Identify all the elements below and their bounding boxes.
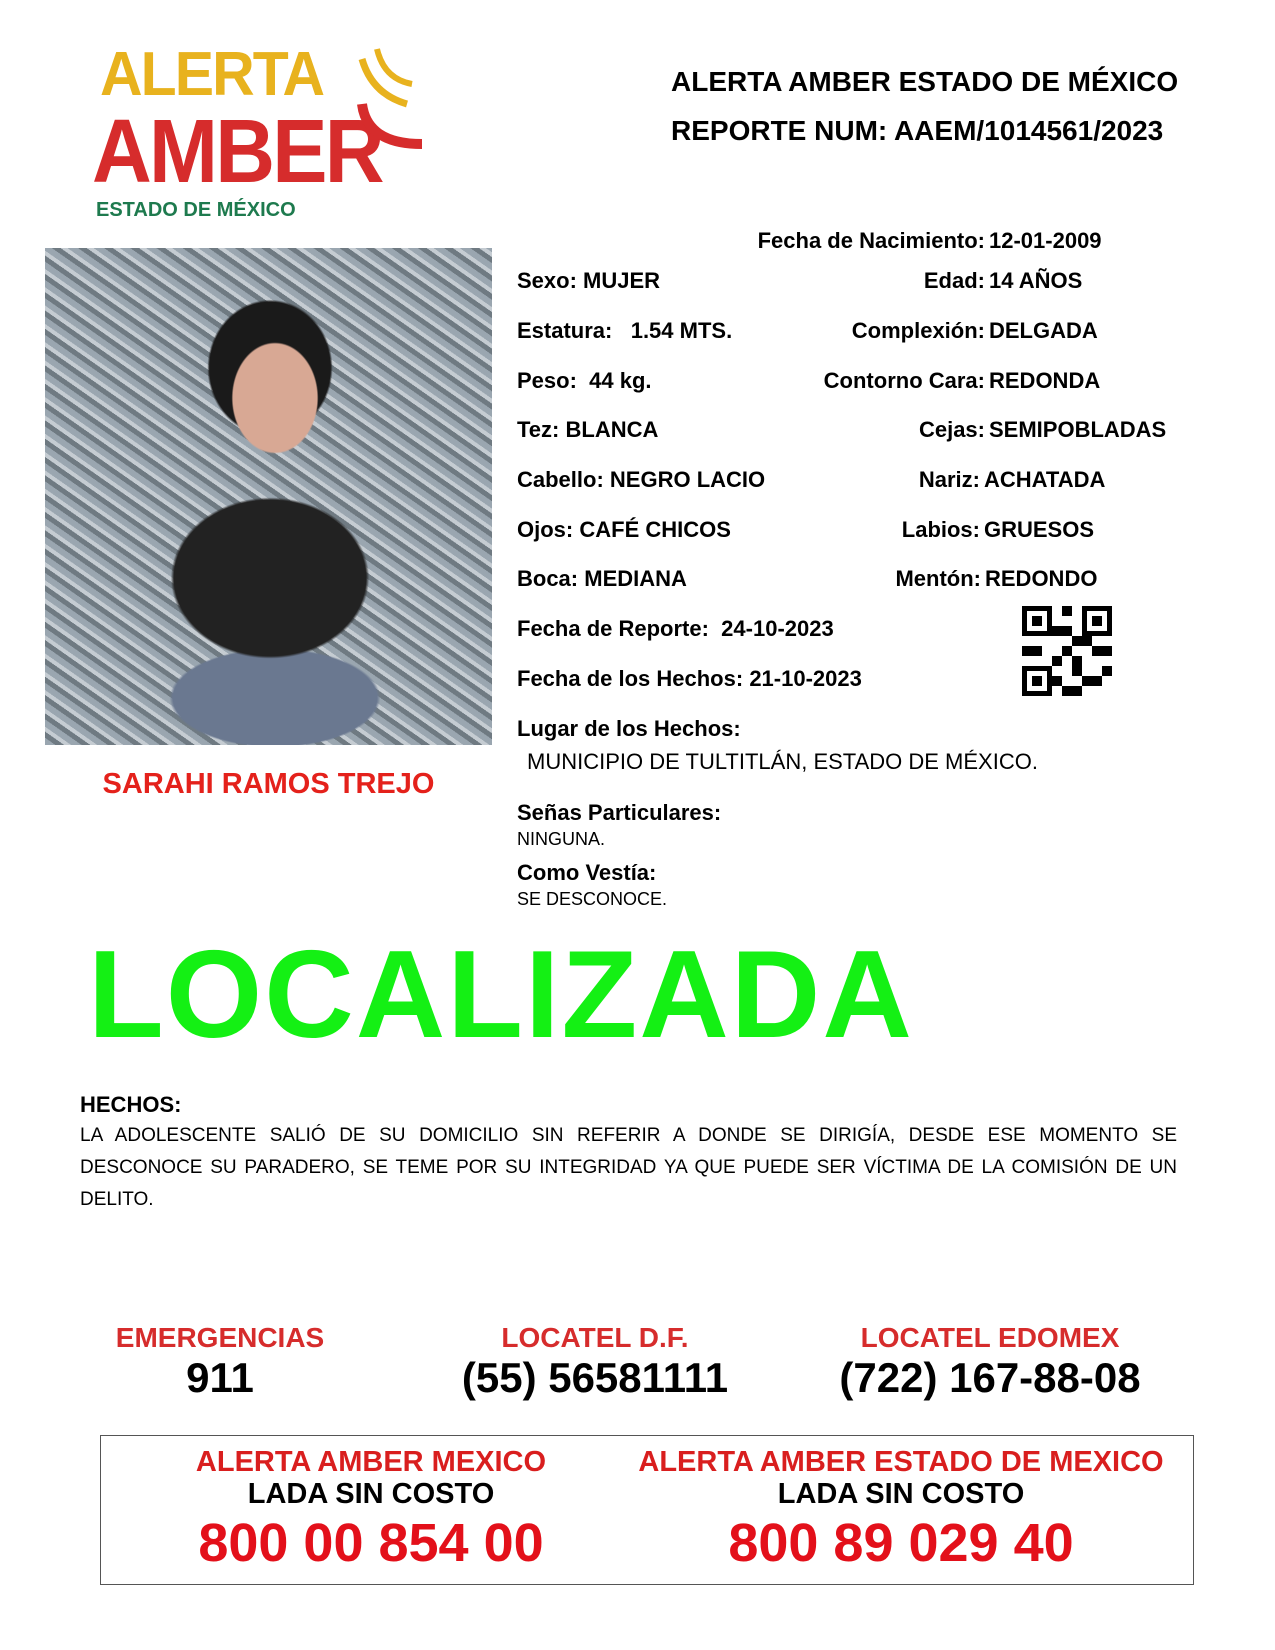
senas-label: Señas Particulares: (517, 800, 722, 825)
cejas-label: Cejas: (918, 417, 985, 442)
toll-free-edomex (621, 1446, 1181, 1577)
signal-arcs-icon (322, 44, 422, 154)
fecha-reporte-value: 24-10-2023 (721, 616, 834, 641)
lugar-value: MUNICIPIO DE TULTITLÁN, ESTADO DE MÉXICO. (527, 749, 1038, 774)
ojos-label: Ojos: (517, 517, 574, 542)
tez-value: BLANCA (565, 417, 659, 442)
edad-label: Edad: (923, 268, 985, 293)
menton-value: REDONDO (985, 566, 1098, 591)
localizada-stamp: LOCALIZADA (88, 926, 914, 1064)
labios-label: Labios: (901, 517, 980, 542)
tez-label: Tez: (517, 417, 560, 442)
ojos-value: CAFÉ CHICOS (579, 517, 731, 542)
toll-free-subtitle: LADA SIN COSTO (777, 1478, 1025, 1510)
hechos-text: LA ADOLESCENTE SALIÓ DE SU DOMICILIO SIN REFERIR A DONDE SE DIRIGÍA, DESDE ESE MOMENTO SE DESCONOCE SU PARADERO, SE TEME POR SU INTEGRIDAD YA QUE PUEDE SER VÍCTIMA DE LA COMISIÓN DE UN DELITO. (80, 1125, 1177, 1210)
senas-value: NINGUNA. (517, 829, 606, 849)
logo-line-3: ESTADO DE MÉXICO (96, 199, 296, 221)
menton-label: Mentón: (895, 566, 981, 591)
phone-number: 911 (186, 1354, 254, 1401)
contorno-value: REDONDA (989, 368, 1101, 393)
phone-number: (722) 167-88-08 (839, 1354, 1141, 1401)
cabello-value: NEGRO LACIO (609, 467, 766, 492)
phone-label: EMERGENCIAS (115, 1322, 325, 1353)
complexion-value: DELGADA (989, 318, 1098, 343)
nariz-label: Nariz: (918, 467, 980, 492)
hechos-section (80, 1092, 1177, 1216)
phone-emergencias (100, 1322, 340, 1402)
fecha-hechos-label: Fecha de los Hechos: (517, 666, 744, 691)
phone-locatel-df (430, 1322, 760, 1402)
toll-free-mexico (161, 1446, 581, 1577)
toll-free-box (100, 1435, 1194, 1585)
logo-line-2: AMBER (92, 102, 382, 202)
toll-free-title: ALERTA AMBER MEXICO (195, 1446, 547, 1478)
estatura-label: Estatura: (517, 318, 613, 343)
complexion-label: Complexión: (851, 318, 985, 343)
edad-value: 14 AÑOS (989, 268, 1083, 293)
alerta-amber-logo (92, 40, 422, 224)
phone-label: LOCATEL D.F. (501, 1322, 689, 1353)
cabello-label: Cabello: (517, 467, 604, 492)
phone-locatel-edomex (820, 1322, 1160, 1402)
vestia-value: SE DESCONOCE. (517, 889, 668, 909)
report-number: REPORTE NUM: AAEM/1014561/2023 (671, 115, 1164, 146)
lugar-label: Lugar de los Hechos: (517, 716, 741, 741)
vestia-label: Como Vestía: (517, 860, 657, 885)
missing-person-photo (45, 248, 492, 745)
qr-code-icon (1022, 606, 1112, 696)
toll-free-title: ALERTA AMBER ESTADO DE MEXICO (638, 1446, 1164, 1478)
phone-label: LOCATEL EDOMEX (860, 1322, 1120, 1353)
toll-free-number: 800 89 029 40 (728, 1513, 1074, 1573)
person-name: SARAHI RAMOS TREJO (102, 768, 435, 800)
boca-value: MEDIANA (584, 566, 687, 591)
sexo-value: MUJER (583, 268, 661, 293)
estatura-value: 1.54 MTS. (630, 318, 733, 343)
fecha-nacimiento-label: Fecha de Nacimiento: (757, 228, 985, 253)
labios-value: GRUESOS (984, 517, 1095, 542)
toll-free-number: 800 00 854 00 (198, 1513, 544, 1573)
peso-value: 44 kg. (589, 368, 652, 393)
hechos-label: HECHOS: (80, 1092, 182, 1117)
fecha-hechos-value: 21-10-2023 (749, 666, 862, 691)
fecha-reporte-label: Fecha de Reporte: (517, 616, 709, 641)
sexo-label: Sexo: (517, 268, 577, 293)
peso-label: Peso: (517, 368, 577, 393)
fecha-nacimiento-value: 12-01-2009 (989, 228, 1102, 253)
toll-free-subtitle: LADA SIN COSTO (247, 1478, 495, 1510)
cejas-value: SEMIPOBLADAS (989, 417, 1167, 442)
header-title: ALERTA AMBER ESTADO DE MÉXICO (671, 66, 1179, 97)
contorno-label: Contorno Cara: (823, 368, 985, 393)
nariz-value: ACHATADA (984, 467, 1106, 492)
phone-number: (55) 56581111 (461, 1354, 729, 1401)
boca-label: Boca: (517, 566, 579, 591)
logo-line-1: ALERTA (100, 40, 324, 109)
